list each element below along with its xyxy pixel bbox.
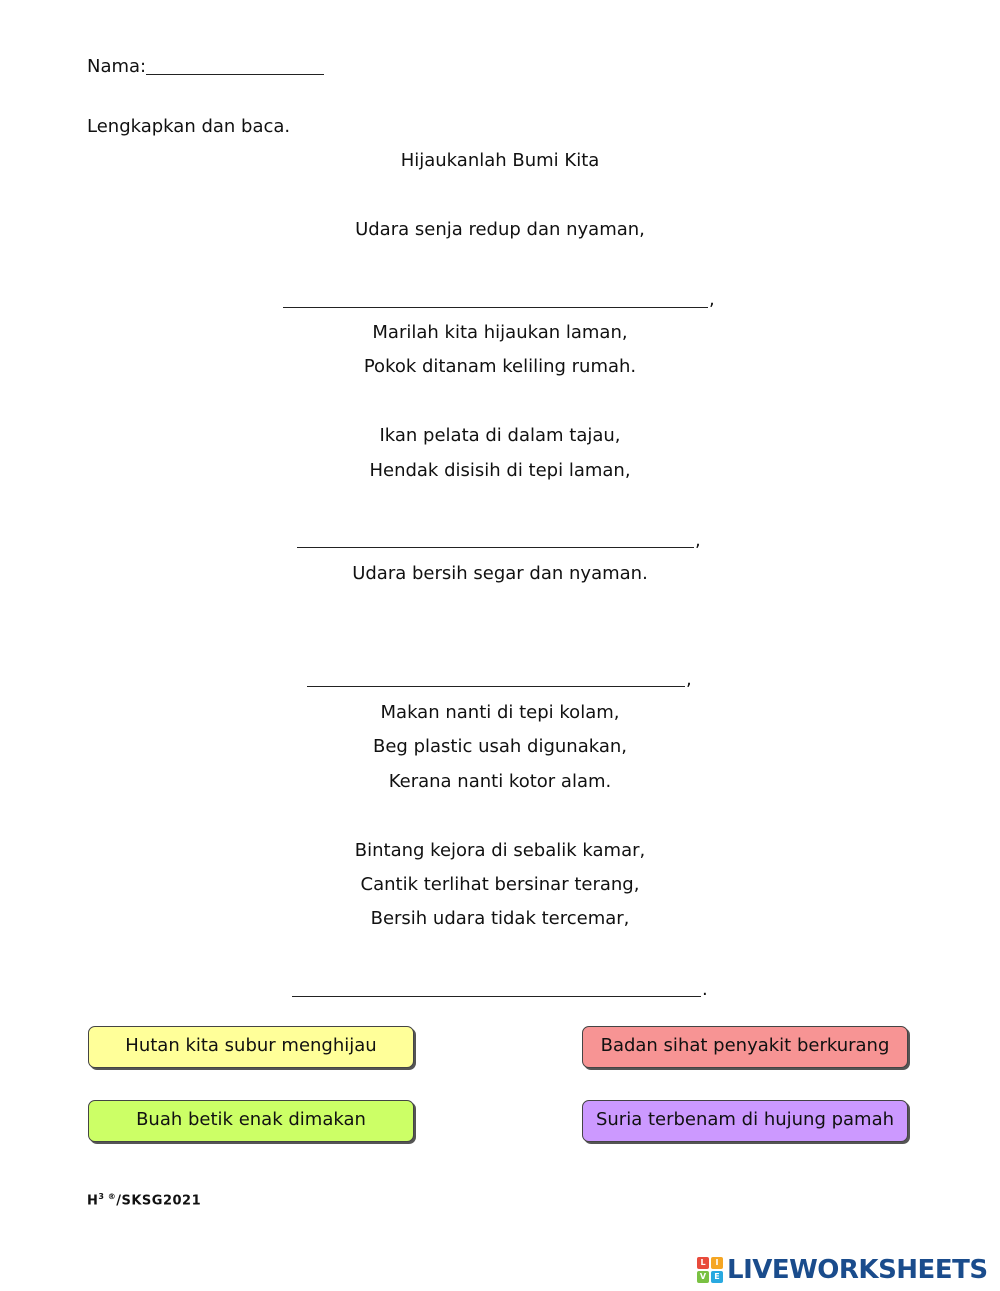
option-suria-terbenam[interactable]: Suria terbenam di hujung pamah <box>582 1100 908 1142</box>
poem-line: Udara senja redup dan nyaman, <box>355 219 645 240</box>
footer-code <box>87 1192 201 1208</box>
footer-code-suffix: /SKSG2021 <box>116 1193 202 1209</box>
answer-blank-3[interactable] <box>307 686 685 687</box>
blank-punct: , <box>695 530 701 551</box>
blank-punct: . <box>702 979 708 1000</box>
poem-line: Marilah kita hijaukan laman, <box>372 322 628 343</box>
liveworksheets-logo[interactable] <box>697 1256 988 1284</box>
logo-block: L <box>697 1257 709 1269</box>
instruction-text: Lengkapkan dan baca. <box>87 116 291 137</box>
poem-line: Makan nanti di tepi kolam, <box>380 702 620 723</box>
logo-icon <box>697 1257 723 1283</box>
poem-line: Ikan pelata di dalam tajau, <box>379 425 621 446</box>
poem-title: Hijaukanlah Bumi Kita <box>400 150 600 171</box>
answer-blank-1[interactable] <box>283 307 708 308</box>
blank-punct: , <box>709 289 715 310</box>
poem-line: Udara bersih segar dan nyaman. <box>352 563 648 584</box>
poem-line: Hendak disisih di tepi laman, <box>369 460 631 481</box>
blank-punct: , <box>686 669 692 690</box>
poem-line: Cantik terlihat bersinar terang, <box>360 874 640 895</box>
footer-code-prefix: H <box>87 1193 99 1209</box>
logo-block: V <box>697 1271 709 1283</box>
answer-blank-2[interactable] <box>297 547 694 548</box>
name-input-line[interactable] <box>146 74 324 75</box>
logo-block: E <box>711 1271 723 1283</box>
poem-line: Bersih udara tidak tercemar, <box>370 908 630 929</box>
option-badan-sihat[interactable]: Badan sihat penyakit berkurang <box>582 1026 908 1068</box>
logo-text: LIVEWORKSHEETS <box>727 1255 988 1285</box>
poem-line: Bintang kejora di sebalik kamar, <box>354 840 646 861</box>
poem-line: Kerana nanti kotor alam. <box>388 771 612 792</box>
poem-line: Beg plastic usah digunakan, <box>373 736 627 757</box>
logo-block: I <box>711 1257 723 1269</box>
footer-code-sup: 3 ® <box>98 1192 117 1201</box>
name-label: Nama: <box>87 56 147 77</box>
poem-line: Pokok ditanam keliling rumah. <box>363 356 637 377</box>
option-buah-betik[interactable]: Buah betik enak dimakan <box>88 1100 414 1142</box>
option-hutan-kita[interactable]: Hutan kita subur menghijau <box>88 1026 414 1068</box>
answer-blank-4[interactable] <box>292 996 701 997</box>
